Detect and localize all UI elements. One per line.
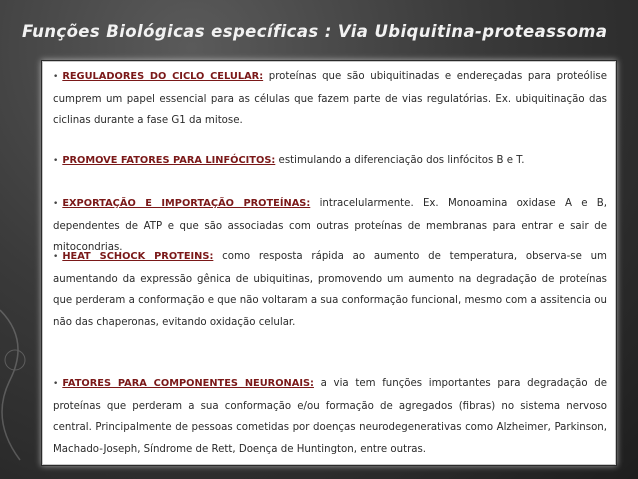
bullet: • bbox=[53, 72, 59, 82]
list-item bbox=[53, 66, 607, 132]
item-heading: PROMOVE FATORES PARA LINFÓCITOS: bbox=[62, 155, 276, 166]
bullet: • bbox=[53, 199, 59, 209]
bullet: • bbox=[53, 379, 59, 389]
content-panel bbox=[42, 61, 616, 465]
bullet: • bbox=[53, 252, 59, 262]
slide-title: Funções Biológicas específicas : Via Ubiquitina-proteassoma bbox=[22, 22, 608, 41]
item-heading: FATORES PARA COMPONENTES NEURONAIS: bbox=[62, 378, 314, 389]
item-heading: REGULADORES DO CICLO CELULAR: bbox=[62, 71, 264, 82]
item-text: a via tem funções importantes para degradação de proteínas que perderam a sua conformação e/ou formação de agregados (fibras) no sistema nervoso central. Principalmente de pessoas cometidas por doenças neurodegenerativas como Alzheimer, Parkinson, Machado-Joseph, Síndrome de Rett, Doença de Huntington, entre outras. bbox=[53, 378, 607, 455]
item-text: como resposta rápida ao aumento de temperatura, observa-se um aumentando da expressão gênica de ubiquitinas, promovendo um aumento na degradação de proteínas que perderam a conformação e que não voltaram a sua conformação funcional, mesmo com a assitencia ou não das chaperonas, evitando oxidação celular. bbox=[53, 251, 607, 328]
item-text: intracelularmente. Ex. Monoamina oxidase A e B, dependentes de ATP e que são associadas com outras proteínas de membranas para entrar e sair de mitocondrias. bbox=[53, 198, 608, 253]
bullet: • bbox=[53, 156, 59, 166]
list-item bbox=[53, 373, 607, 460]
list-item bbox=[53, 246, 607, 333]
list-item bbox=[53, 150, 607, 173]
item-text: estimulando a diferenciação dos linfócitos B e T. bbox=[278, 155, 525, 166]
item-heading: EXPORTAÇÃO E IMPORTAÇÃO PROTEÍNAS: bbox=[62, 198, 311, 209]
item-heading: HEAT SCHOCK PROTEINS: bbox=[62, 251, 214, 262]
item-text: proteínas que são ubiquitinadas e endereçadas para proteólise cumprem um papel essencial para as células que fazem parte de vias regulatórias. Ex. ubiquitinação das ciclinas durante a fase G1 da mitose. bbox=[53, 71, 607, 126]
